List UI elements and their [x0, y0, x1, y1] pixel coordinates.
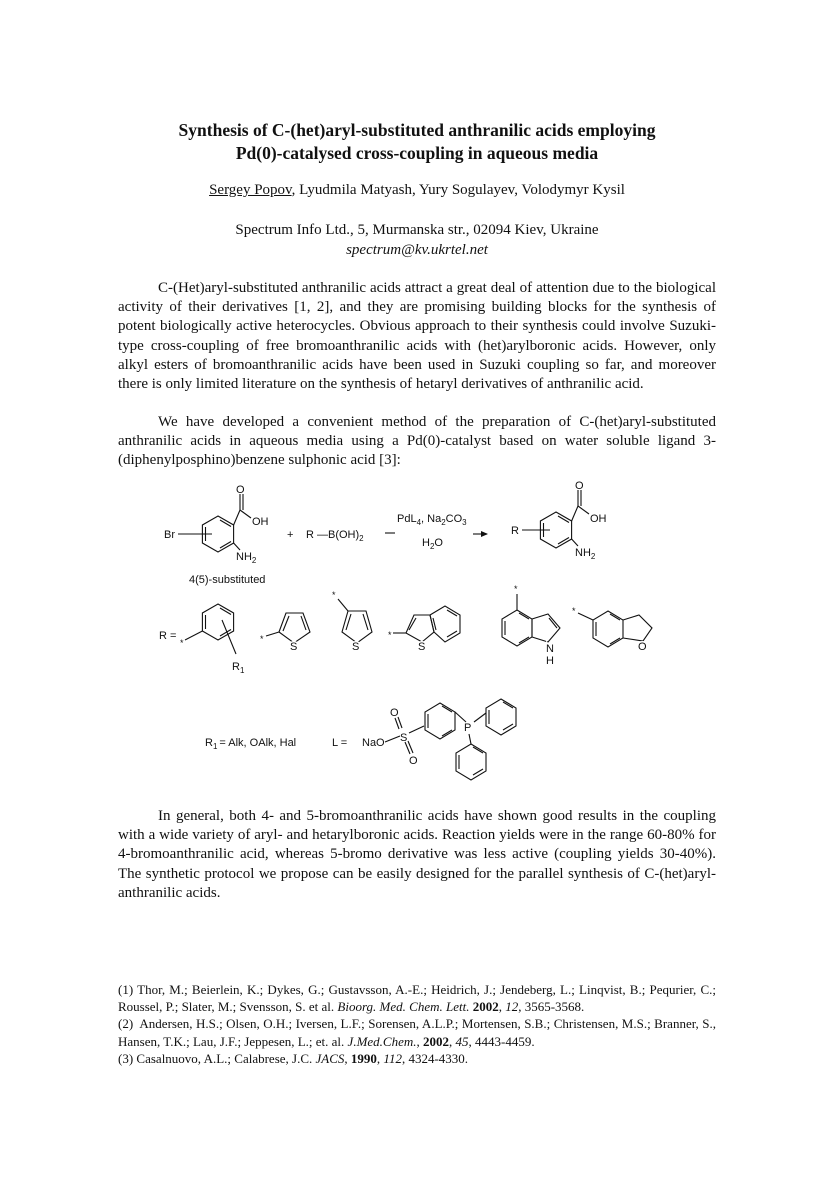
svg-text:O: O	[390, 707, 399, 719]
paragraph-results: In general, both 4- and 5-bromoanthranilic acids have shown good results in the coupling with a wide variety of aryl- and hetarylboronic acids. Reaction yields were in the range 60-80% for 4-bromoanthranilic acid, whereas 5-bromo derivative was less active (coupling yields 30-40%). The synthetic protocol we propose can be easily designed for the parallel synthesis of C-(het)aryl-anthranilic acids.	[118, 808, 716, 901]
affiliation-email: spectrum@kv.ukrtel.net	[346, 242, 488, 258]
ligand-structure	[332, 699, 516, 780]
r-group-phenyl	[180, 604, 245, 675]
svg-text:O: O	[236, 484, 245, 496]
svg-text:O: O	[638, 641, 647, 653]
svg-text:PdL4, Na2CO3: PdL$_4$, $Na_2CO_3$	[397, 513, 467, 527]
paragraph-method: We have developed a convenient method of the preparation of C-(het)aryl-substituted anthranilic acids in aqueous media using a Pd(0)-catalyst based on water soluble ligand 3-(diphenylposphino)benzene sulphonic acid [3]:	[118, 414, 716, 469]
svg-text:*: *	[260, 634, 264, 644]
r1-definition: $R_1$ = Alk, OAlk, Hal	[205, 737, 297, 751]
svg-text:L =: L =	[332, 737, 348, 749]
title-line-2: Pd(0)-catalysed cross-coupling in aqueous media	[235, 143, 599, 163]
co-authors: , Lyudmila Matyash, Yury Sogulayev, Volodymyr Kysil	[291, 182, 625, 198]
svg-text:*: *	[514, 584, 518, 594]
references	[118, 981, 716, 1067]
svg-text:S: S	[290, 641, 298, 653]
arrow-head-icon	[481, 531, 488, 537]
reaction-scheme	[0, 478, 834, 798]
reaction-conditions	[385, 513, 488, 551]
r-group-3-thienyl	[332, 590, 372, 653]
svg-text:H: H	[546, 655, 554, 667]
r-group-2-benzothienyl	[388, 606, 460, 653]
reference-item: (2) Andersen, H.S.; Olsen, O.H.; Iversen, L.F.; Sorensen, A.L.P.; Mortensen, S.B.; Christensen, M.S.; Branner, S., Hansen, T.K.; Lau, J.F.; Jeppesen, L.; et. al. J.Med.Chem., 2002, 45, 4443-4459.	[118, 1016, 716, 1049]
author-list	[0, 182, 834, 199]
reference-item: (1) Thor, M.; Beierlein, K.; Dykes, G.; Gustavsson, A.-E.; Heidrich, J.; Jendeberg, L.; Linqvist, B.; Pequrier, C.; Roussel, P.; Slater, M.; Svensson, S. et al. Bioorg. Med. Chem. Lett. 2002, 12, 3565-3568.	[118, 982, 717, 1015]
svg-text:*: *	[388, 630, 392, 640]
svg-text:R: R	[511, 525, 519, 537]
svg-text:S: S	[418, 641, 426, 653]
reference-item: (3) Casalnuovo, A.L.; Calabrese, J.C. JACS, 1990, 112, 4324-4330.	[118, 1050, 469, 1066]
title-line-1: Synthesis of C-(het)aryl-substituted anthranilic acids employing	[178, 120, 656, 140]
svg-text:N: N	[546, 643, 554, 655]
svg-text:4(5)-substituted: 4(5)-substituted	[189, 574, 266, 586]
r-group-dihydrobenzofuranyl	[572, 606, 652, 653]
svg-text:O: O	[409, 755, 418, 767]
svg-text:OH: OH	[590, 513, 607, 525]
svg-text:O: O	[575, 480, 584, 492]
svg-text:NaO: NaO	[362, 737, 385, 749]
svg-text:H2O: $H_2O$	[422, 537, 443, 551]
svg-text:*: *	[332, 590, 336, 600]
svg-text:P: P	[464, 722, 472, 734]
reactant-bromoanthranilic-acid	[164, 484, 269, 586]
svg-text:NH2: $NH_2$	[236, 551, 257, 565]
product-anthranilic-acid	[511, 480, 607, 561]
boronic-acid: R $—B(OH)_2$	[306, 529, 364, 543]
affiliation-address: Spectrum Info Ltd., 5, Murmanska str., 02094 Kiev, Ukraine	[235, 222, 599, 238]
r-group-4-indolyl	[502, 584, 560, 667]
paper-title	[0, 119, 834, 165]
svg-text:*: *	[180, 638, 184, 648]
svg-text:S: S	[352, 641, 360, 653]
svg-text:Br: Br	[164, 529, 175, 541]
r-equals-label: R =	[159, 630, 177, 642]
svg-text:S: S	[400, 732, 408, 744]
r-group-2-thienyl	[260, 613, 310, 653]
presenting-author: Sergey Popov	[209, 182, 292, 198]
svg-text:OH: OH	[252, 516, 269, 528]
affiliation	[0, 220, 834, 260]
plus-sign: +	[287, 529, 294, 541]
paragraph-intro: C-(Het)aryl-substituted anthranilic acids attract a great deal of attention due to the biological activity of their derivatives [1, 2], and they are promising building blocks for the synthesis of potent biologically active heterocycles. Obvious approach to their synthesis could involve Suzuki-type cross-coupling of free bromoanthranilic acids with (het)arylboronic acids. However, only alkyl esters of bromoanthranilic acids have been used in Suzuki coupling so far, and moreover there is only limited literature on the synthesis of hetaryl derivatives of anthranilic acid.	[118, 280, 716, 393]
svg-text:R1: $R_1$	[232, 661, 245, 675]
svg-text:NH2: $NH_2$	[575, 547, 596, 561]
svg-text:*: *	[572, 606, 576, 616]
